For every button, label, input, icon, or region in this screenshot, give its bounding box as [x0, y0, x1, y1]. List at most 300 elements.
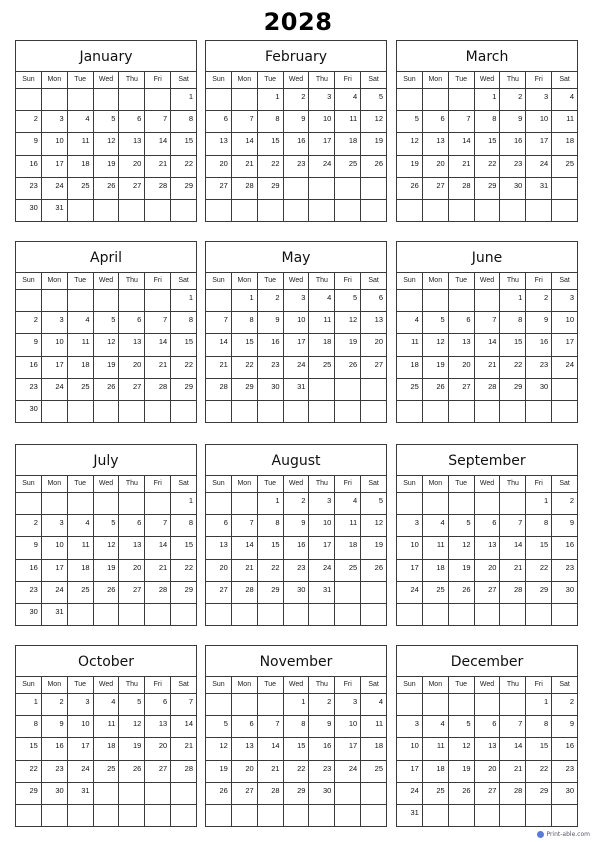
day-number: 3 — [59, 315, 64, 325]
day-number: 12 — [374, 518, 384, 528]
day-number: 26 — [132, 763, 142, 773]
day-cell — [206, 582, 232, 603]
day-cell — [552, 493, 577, 514]
week-row — [206, 515, 386, 537]
day-cell — [500, 761, 526, 782]
day-cell — [119, 738, 145, 759]
day-number: 14 — [462, 136, 471, 146]
day-cell — [361, 334, 386, 355]
day-number: 6 — [137, 114, 142, 124]
weekday-label: Fri — [145, 476, 171, 492]
day-number: 4 — [111, 697, 116, 706]
day-cell — [309, 111, 335, 132]
day-cell — [361, 379, 386, 400]
weeks — [16, 290, 196, 422]
weekday-label: Mon — [423, 273, 449, 289]
day-cell — [258, 761, 284, 782]
day-cell — [68, 694, 94, 715]
day-number: 3 — [352, 697, 358, 706]
day-number: 11 — [436, 741, 445, 751]
day-number: 10 — [322, 518, 332, 528]
day-number: 28 — [513, 785, 523, 795]
weekday-label: Wed — [94, 677, 120, 693]
day-number: 15 — [271, 136, 280, 146]
day-cell — [145, 515, 171, 536]
day-cell — [475, 334, 501, 355]
day-cell — [552, 582, 577, 603]
day-number: 16 — [55, 741, 64, 751]
day-cell — [284, 716, 310, 737]
day-cell — [119, 493, 145, 514]
day-cell — [526, 401, 552, 422]
day-cell — [475, 379, 501, 400]
day-number: 30 — [55, 785, 64, 795]
day-number: 14 — [513, 741, 523, 751]
day-number: 10 — [55, 337, 64, 347]
day-number: 31 — [81, 785, 90, 795]
day-cell — [145, 379, 171, 400]
day-number: 3 — [569, 293, 575, 302]
day-number: 27 — [436, 180, 445, 190]
day-cell — [119, 312, 145, 333]
day-cell — [475, 761, 501, 782]
day-cell — [119, 200, 145, 221]
day-cell — [145, 334, 171, 355]
day-cell — [423, 401, 449, 422]
day-cell — [94, 716, 120, 737]
day-cell — [145, 783, 171, 804]
day-cell — [449, 111, 475, 132]
day-number: 6 — [440, 114, 445, 124]
day-cell — [42, 401, 68, 422]
day-number: 22 — [184, 562, 194, 572]
day-number: 18 — [565, 136, 575, 146]
day-cell — [526, 133, 552, 154]
day-cell — [119, 560, 145, 581]
day-number: 15 — [271, 540, 280, 550]
day-number: 13 — [436, 136, 445, 146]
day-number: 17 — [81, 741, 90, 751]
day-cell — [361, 761, 386, 782]
day-number: 16 — [565, 741, 575, 751]
month-november — [205, 645, 387, 827]
day-cell — [171, 89, 196, 110]
day-number: 7 — [188, 697, 194, 706]
day-number: 20 — [462, 359, 471, 369]
day-cell — [119, 290, 145, 311]
month-february — [205, 40, 387, 222]
week-row — [16, 156, 196, 178]
day-cell — [335, 604, 361, 625]
day-number: 26 — [374, 158, 384, 168]
day-cell — [361, 89, 386, 110]
day-cell — [119, 401, 145, 422]
day-cell — [361, 133, 386, 154]
day-cell — [397, 334, 423, 355]
day-number: 15 — [539, 741, 549, 751]
day-number: 5 — [440, 315, 445, 325]
week-row — [206, 783, 386, 805]
day-cell — [526, 178, 552, 199]
day-number: 16 — [565, 540, 575, 550]
day-number: 5 — [378, 92, 384, 101]
day-number: 4 — [352, 92, 358, 101]
day-number: 2 — [518, 92, 523, 101]
day-number: 28 — [158, 180, 168, 190]
weekday-label: Sat — [178, 76, 189, 83]
day-cell — [500, 493, 526, 514]
day-number: 2 — [33, 518, 38, 528]
day-cell — [397, 312, 423, 333]
day-number: 1 — [301, 697, 306, 706]
day-cell — [309, 312, 335, 333]
day-cell — [171, 290, 196, 311]
week-row — [397, 89, 577, 111]
day-number: 24 — [55, 180, 64, 190]
day-cell — [258, 200, 284, 221]
day-number: 12 — [219, 741, 228, 751]
day-number: 1 — [518, 293, 523, 302]
day-number: 6 — [492, 719, 497, 729]
week-row — [397, 805, 577, 826]
day-cell — [526, 111, 552, 132]
weekday-header — [16, 72, 196, 89]
day-cell — [16, 515, 42, 536]
month-name: November — [206, 646, 386, 677]
day-number: 3 — [543, 92, 549, 101]
day-number: 3 — [85, 697, 90, 706]
day-number: 9 — [33, 337, 38, 347]
day-number: 16 — [513, 136, 523, 146]
day-number: 5 — [466, 518, 471, 528]
day-number: 24 — [348, 763, 358, 773]
week-row — [397, 156, 577, 178]
day-cell — [258, 582, 284, 603]
year-title: 2028 — [263, 8, 333, 36]
weekday-header — [206, 476, 386, 493]
week-row — [16, 133, 196, 155]
day-cell — [284, 357, 310, 378]
day-number: 22 — [539, 763, 549, 773]
day-cell — [449, 357, 475, 378]
day-cell — [145, 357, 171, 378]
month-name: September — [397, 445, 577, 476]
day-number: 23 — [271, 359, 280, 369]
day-number: 15 — [245, 337, 254, 347]
day-number: 1 — [249, 293, 254, 302]
weekday-label: Thu — [309, 677, 335, 693]
day-number: 9 — [543, 315, 549, 325]
weeks — [16, 694, 196, 826]
day-cell — [361, 805, 386, 826]
weekday-label: Tue — [68, 72, 94, 88]
day-number: 19 — [462, 562, 471, 572]
weeks — [206, 290, 386, 422]
day-cell — [94, 783, 120, 804]
day-cell — [68, 111, 94, 132]
day-cell — [68, 178, 94, 199]
weeks — [397, 694, 577, 826]
day-number: 7 — [162, 114, 168, 124]
day-number: 23 — [29, 584, 38, 594]
day-cell — [475, 401, 501, 422]
day-number: 9 — [569, 719, 575, 729]
week-row — [206, 111, 386, 133]
weekday-label: Fri — [335, 476, 361, 492]
week-row — [397, 357, 577, 379]
day-cell — [42, 515, 68, 536]
day-cell — [552, 783, 577, 804]
day-number: 22 — [271, 562, 280, 572]
weekday-label: Tue — [68, 677, 94, 693]
day-number: 7 — [162, 518, 168, 528]
day-number: 23 — [29, 381, 38, 391]
day-cell — [423, 379, 449, 400]
day-number: 24 — [55, 381, 64, 391]
day-number: 4 — [569, 92, 575, 101]
month-june — [396, 241, 578, 423]
day-number: 20 — [488, 763, 497, 773]
weekday-label: Thu — [309, 273, 335, 289]
day-number: 18 — [410, 359, 419, 369]
day-number: 21 — [513, 562, 523, 572]
day-number: 11 — [436, 540, 445, 550]
day-number: 15 — [29, 741, 38, 751]
day-cell — [309, 582, 335, 603]
day-number: 18 — [436, 763, 445, 773]
day-cell — [68, 200, 94, 221]
weekday-label: Fri — [145, 72, 171, 88]
day-cell — [258, 401, 284, 422]
day-number: 27 — [462, 381, 471, 391]
day-cell — [145, 716, 171, 737]
day-cell — [309, 200, 335, 221]
day-cell — [232, 89, 258, 110]
day-number: 26 — [107, 584, 116, 594]
day-cell — [552, 334, 577, 355]
day-number: 16 — [29, 562, 38, 572]
day-number: 7 — [249, 518, 254, 528]
day-number: 1 — [188, 92, 194, 101]
day-cell — [68, 537, 94, 558]
week-row — [16, 515, 196, 537]
day-number: 1 — [33, 697, 38, 706]
day-cell — [552, 537, 577, 558]
week-row — [16, 582, 196, 604]
day-number: 2 — [569, 697, 575, 706]
print-able-logo-icon — [537, 831, 544, 838]
day-cell — [94, 312, 120, 333]
day-cell — [423, 156, 449, 177]
day-cell — [309, 290, 335, 311]
day-cell — [16, 401, 42, 422]
day-number: 21 — [158, 359, 168, 369]
day-number: 25 — [565, 158, 575, 168]
day-number: 23 — [297, 158, 306, 168]
day-number: 9 — [301, 518, 306, 528]
day-cell — [361, 515, 386, 536]
day-cell — [119, 178, 145, 199]
day-cell — [119, 357, 145, 378]
day-cell — [449, 89, 475, 110]
day-cell — [397, 401, 423, 422]
weekday-label: Mon — [232, 677, 258, 693]
weekday-label: Wed — [475, 476, 501, 492]
day-cell — [232, 178, 258, 199]
day-number: 24 — [297, 359, 306, 369]
day-cell — [475, 312, 501, 333]
day-number: 8 — [301, 719, 306, 729]
week-row — [206, 716, 386, 738]
weekday-header — [397, 273, 577, 290]
day-number: 30 — [513, 180, 523, 190]
day-cell — [500, 537, 526, 558]
day-number: 15 — [184, 540, 194, 550]
weekday-label: Mon — [232, 72, 258, 88]
day-cell — [42, 312, 68, 333]
day-cell — [397, 738, 423, 759]
day-cell — [449, 312, 475, 333]
day-number: 19 — [462, 763, 471, 773]
day-number: 6 — [137, 518, 142, 528]
day-cell — [206, 379, 232, 400]
day-cell — [449, 178, 475, 199]
day-number: 4 — [85, 518, 90, 528]
month-april — [15, 241, 197, 423]
week-row — [16, 401, 196, 422]
day-number: 1 — [543, 496, 549, 505]
weekday-label: Tue — [449, 273, 475, 289]
day-cell — [397, 290, 423, 311]
day-cell — [552, 716, 577, 737]
day-number: 17 — [410, 763, 419, 773]
day-number: 27 — [374, 359, 384, 369]
day-number: 22 — [488, 158, 497, 168]
day-number: 17 — [410, 562, 419, 572]
day-number: 4 — [378, 697, 384, 706]
day-cell — [500, 716, 526, 737]
day-cell — [16, 111, 42, 132]
day-cell — [500, 357, 526, 378]
day-cell — [68, 357, 94, 378]
day-cell — [526, 604, 552, 625]
weekday-header — [206, 72, 386, 89]
day-number: 25 — [436, 785, 445, 795]
day-number: 22 — [297, 763, 306, 773]
weekday-label: Fri — [335, 677, 361, 693]
day-cell — [397, 560, 423, 581]
day-cell — [361, 560, 386, 581]
day-number: 24 — [565, 359, 575, 369]
day-number: 14 — [271, 741, 280, 751]
day-cell — [171, 493, 196, 514]
day-cell — [119, 89, 145, 110]
day-cell — [145, 560, 171, 581]
week-row — [16, 200, 196, 221]
day-number: 26 — [348, 359, 358, 369]
day-cell — [475, 738, 501, 759]
day-cell — [423, 582, 449, 603]
day-number: 30 — [29, 403, 38, 413]
day-cell — [42, 537, 68, 558]
day-cell — [171, 783, 196, 804]
day-number: 17 — [348, 741, 358, 751]
day-cell — [500, 738, 526, 759]
weekday-label: Thu — [500, 476, 526, 492]
day-number: 2 — [33, 315, 38, 325]
day-number: 24 — [322, 158, 332, 168]
day-number: 26 — [374, 562, 384, 572]
day-number: 4 — [85, 114, 90, 124]
day-cell — [145, 604, 171, 625]
day-cell — [500, 111, 526, 132]
day-number: 13 — [158, 719, 168, 729]
weekday-label: Tue — [258, 677, 284, 693]
day-number: 15 — [184, 337, 194, 347]
day-cell — [232, 716, 258, 737]
week-row — [206, 334, 386, 356]
day-cell — [171, 200, 196, 221]
day-number: 4 — [440, 518, 445, 528]
day-cell — [335, 401, 361, 422]
weeks — [206, 493, 386, 625]
day-number: 17 — [55, 158, 64, 168]
day-cell — [42, 200, 68, 221]
week-row — [397, 582, 577, 604]
day-number: 20 — [132, 359, 142, 369]
day-cell — [119, 582, 145, 603]
weekday-label: Wed — [94, 273, 120, 289]
day-cell — [526, 761, 552, 782]
day-number: 4 — [414, 315, 419, 325]
day-cell — [423, 716, 449, 737]
day-cell — [258, 290, 284, 311]
day-cell — [171, 805, 196, 826]
day-number: 18 — [436, 562, 445, 572]
day-number: 21 — [158, 158, 168, 168]
day-number: 19 — [107, 158, 116, 168]
weekday-header — [397, 677, 577, 694]
day-number: 20 — [219, 158, 228, 168]
month-july — [15, 444, 197, 626]
day-cell — [552, 761, 577, 782]
weekday-header — [16, 476, 196, 493]
day-cell — [16, 560, 42, 581]
day-number: 27 — [219, 584, 228, 594]
week-row — [206, 200, 386, 221]
day-number: 30 — [29, 202, 38, 212]
day-cell — [94, 290, 120, 311]
day-cell — [397, 537, 423, 558]
month-august — [205, 444, 387, 626]
day-cell — [206, 111, 232, 132]
day-number: 25 — [410, 381, 419, 391]
month-march — [396, 40, 578, 222]
day-number: 31 — [539, 180, 549, 190]
day-number: 28 — [271, 785, 280, 795]
day-cell — [232, 805, 258, 826]
day-number: 29 — [271, 180, 280, 190]
week-row — [397, 560, 577, 582]
weekday-label: Tue — [68, 476, 94, 492]
day-cell — [284, 761, 310, 782]
day-number: 22 — [513, 359, 523, 369]
day-cell — [397, 357, 423, 378]
day-cell — [232, 133, 258, 154]
day-cell — [552, 290, 577, 311]
day-cell — [309, 156, 335, 177]
day-cell — [423, 783, 449, 804]
